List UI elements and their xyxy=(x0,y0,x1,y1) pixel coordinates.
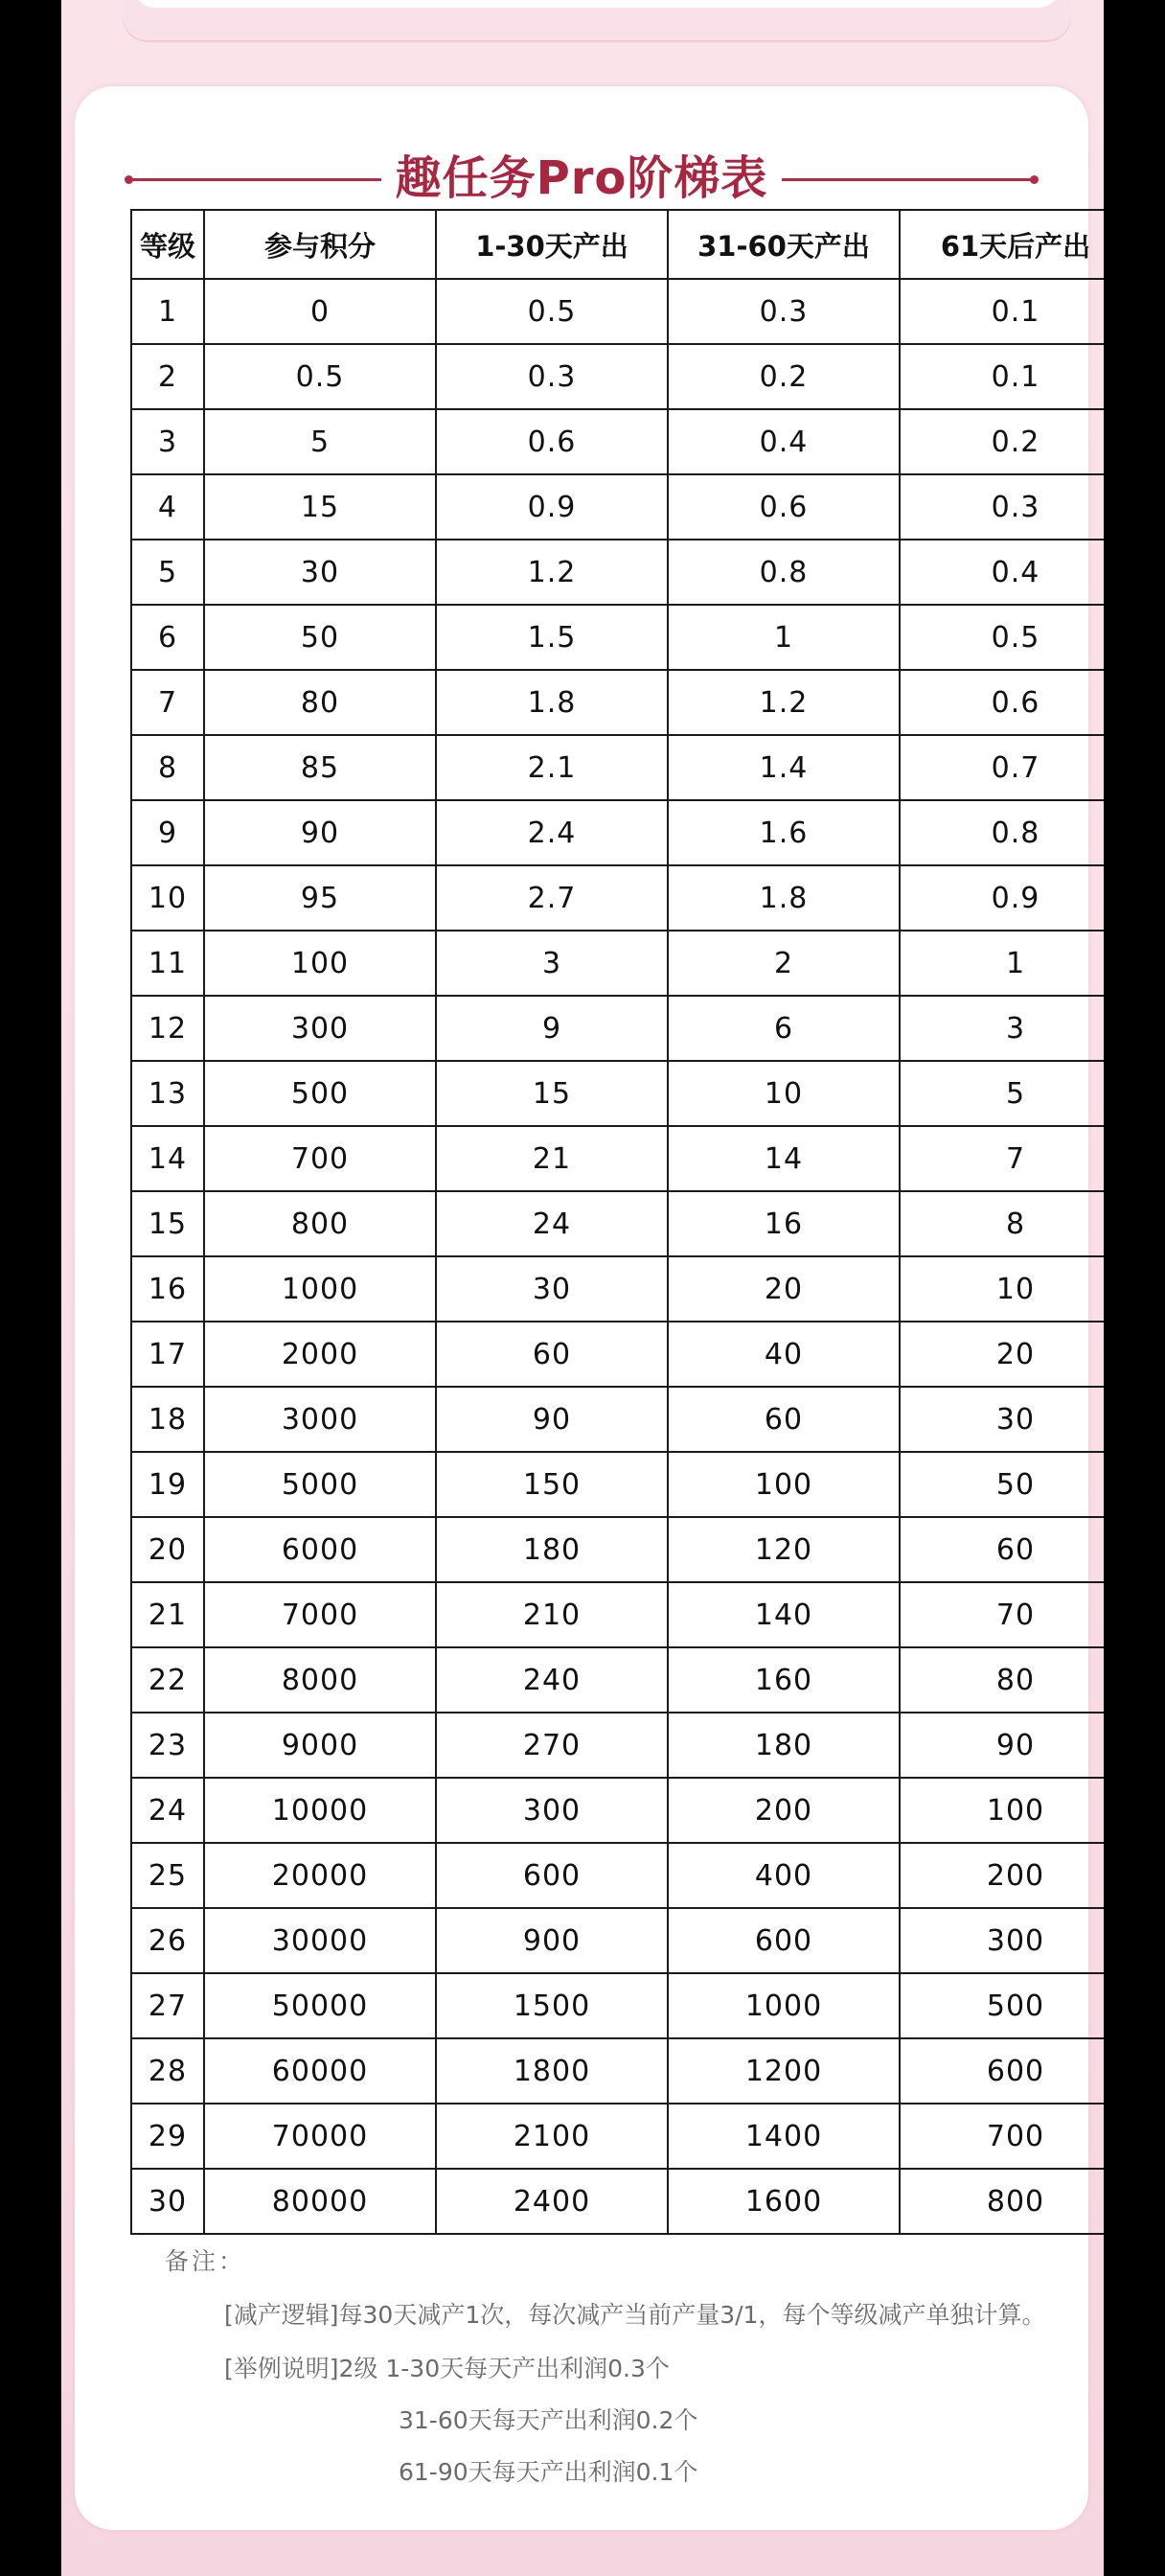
cell-level: 3 xyxy=(131,409,204,474)
cell-output-61-plus: 700 xyxy=(900,2104,1104,2169)
table-row xyxy=(131,1647,1104,1713)
cell-output-61-plus: 0.9 xyxy=(900,865,1104,931)
table-row xyxy=(131,344,1104,409)
cell-output-61-plus: 50 xyxy=(900,1452,1104,1517)
cell-level: 22 xyxy=(131,1647,204,1713)
table-body xyxy=(131,279,1104,2234)
table-row xyxy=(131,800,1104,865)
cell-output-1-30: 2.7 xyxy=(436,865,668,931)
cell-level: 26 xyxy=(131,1908,204,1973)
cell-level: 27 xyxy=(131,1973,204,2038)
cell-output-31-60: 1.4 xyxy=(668,735,900,800)
cell-points: 5 xyxy=(204,409,436,474)
cell-output-61-plus: 600 xyxy=(900,2038,1104,2104)
cell-points: 3000 xyxy=(204,1387,436,1452)
cell-output-1-30: 1500 xyxy=(436,1973,668,2038)
cell-points: 85 xyxy=(204,735,436,800)
table-row xyxy=(131,2038,1104,2104)
table-row xyxy=(131,605,1104,670)
title-ornament-dot-right xyxy=(1030,175,1039,184)
cell-output-31-60: 1 xyxy=(668,605,900,670)
cell-level: 30 xyxy=(131,2169,204,2234)
table-row xyxy=(131,279,1104,344)
cell-output-31-60: 180 xyxy=(668,1713,900,1778)
cell-level: 28 xyxy=(131,2038,204,2104)
column-header-points: 参与积分 xyxy=(204,210,436,279)
cell-output-1-30: 1800 xyxy=(436,2038,668,2104)
cell-output-61-plus: 0.3 xyxy=(900,474,1104,540)
cell-output-1-30: 90 xyxy=(436,1387,668,1452)
cell-output-31-60: 0.4 xyxy=(668,409,900,474)
table-row xyxy=(131,996,1104,1061)
notes-label: 备注： xyxy=(165,2247,246,2275)
cell-output-31-60: 120 xyxy=(668,1517,900,1582)
table-row xyxy=(131,670,1104,735)
cell-output-31-60: 0.2 xyxy=(668,344,900,409)
cell-output-31-60: 60 xyxy=(668,1387,900,1452)
table-row xyxy=(131,1256,1104,1322)
cell-output-31-60: 16 xyxy=(668,1191,900,1256)
table-row xyxy=(131,1973,1104,2038)
cell-output-31-60: 1.8 xyxy=(668,865,900,931)
cell-output-61-plus: 90 xyxy=(900,1713,1104,1778)
cell-level: 5 xyxy=(131,540,204,605)
cell-level: 24 xyxy=(131,1778,204,1843)
cell-points: 70000 xyxy=(204,2104,436,2169)
cell-points: 100 xyxy=(204,931,436,996)
cell-level: 6 xyxy=(131,605,204,670)
cell-level: 11 xyxy=(131,931,204,996)
cell-output-61-plus: 60 xyxy=(900,1517,1104,1582)
cell-output-1-30: 15 xyxy=(436,1061,668,1126)
cell-output-61-plus: 80 xyxy=(900,1647,1104,1713)
cell-points: 30000 xyxy=(204,1908,436,1973)
cell-output-1-30: 180 xyxy=(436,1517,668,1582)
cell-output-1-30: 0.6 xyxy=(436,409,668,474)
table-row xyxy=(131,409,1104,474)
cell-output-31-60: 1400 xyxy=(668,2104,900,2169)
cell-points: 6000 xyxy=(204,1517,436,1582)
cell-level: 15 xyxy=(131,1191,204,1256)
cell-output-1-30: 600 xyxy=(436,1843,668,1908)
cell-output-1-30: 30 xyxy=(436,1256,668,1322)
cell-output-1-30: 2.4 xyxy=(436,800,668,865)
column-header-output-1-30: 1-30天产出 xyxy=(436,210,668,279)
cell-points: 800 xyxy=(204,1191,436,1256)
cell-output-1-30: 1.5 xyxy=(436,605,668,670)
cell-output-61-plus: 5 xyxy=(900,1061,1104,1126)
cell-level: 4 xyxy=(131,474,204,540)
cell-output-61-plus: 0.7 xyxy=(900,735,1104,800)
cell-level: 19 xyxy=(131,1452,204,1517)
cell-points: 1000 xyxy=(204,1256,436,1322)
cell-output-31-60: 1600 xyxy=(668,2169,900,2234)
cell-level: 9 xyxy=(131,800,204,865)
cell-output-31-60: 10 xyxy=(668,1061,900,1126)
column-header-output-31-60: 31-60天产出 xyxy=(668,210,900,279)
cell-output-61-plus: 20 xyxy=(900,1322,1104,1387)
cell-output-61-plus: 800 xyxy=(900,2169,1104,2234)
cell-points: 60000 xyxy=(204,2038,436,2104)
table-row xyxy=(131,931,1104,996)
cell-output-1-30: 270 xyxy=(436,1713,668,1778)
cell-output-61-plus: 10 xyxy=(900,1256,1104,1322)
note-example: [举例说明]2级 1-30天每天产出利润0.3个 xyxy=(224,2355,670,2382)
cell-points: 10000 xyxy=(204,1778,436,1843)
cell-level: 23 xyxy=(131,1713,204,1778)
table-row xyxy=(131,1452,1104,1517)
cell-output-61-plus: 7 xyxy=(900,1126,1104,1191)
cell-output-1-30: 0.9 xyxy=(436,474,668,540)
cell-output-31-60: 600 xyxy=(668,1908,900,1973)
cell-level: 10 xyxy=(131,865,204,931)
cell-output-1-30: 900 xyxy=(436,1908,668,1973)
cell-output-31-60: 160 xyxy=(668,1647,900,1713)
cell-output-31-60: 0.3 xyxy=(668,279,900,344)
cell-output-1-30: 3 xyxy=(436,931,668,996)
table-row xyxy=(131,1582,1104,1647)
column-header-level: 等级 xyxy=(131,210,204,279)
cell-output-1-30: 60 xyxy=(436,1322,668,1387)
cell-points: 500 xyxy=(204,1061,436,1126)
cell-output-1-30: 2400 xyxy=(436,2169,668,2234)
table-row xyxy=(131,2169,1104,2234)
cell-output-1-30: 1.2 xyxy=(436,540,668,605)
cell-level: 2 xyxy=(131,344,204,409)
cell-points: 95 xyxy=(204,865,436,931)
cell-output-31-60: 6 xyxy=(668,996,900,1061)
cell-output-31-60: 400 xyxy=(668,1843,900,1908)
cell-output-31-60: 1.6 xyxy=(668,800,900,865)
cell-output-31-60: 2 xyxy=(668,931,900,996)
cell-output-1-30: 2.1 xyxy=(436,735,668,800)
cell-output-31-60: 1.2 xyxy=(668,670,900,735)
table-row xyxy=(131,474,1104,540)
cell-output-61-plus: 0.1 xyxy=(900,279,1104,344)
cell-points: 30 xyxy=(204,540,436,605)
cell-output-61-plus: 3 xyxy=(900,996,1104,1061)
cell-level: 20 xyxy=(131,1517,204,1582)
cell-points: 90 xyxy=(204,800,436,865)
cell-output-31-60: 200 xyxy=(668,1778,900,1843)
table-row xyxy=(131,1517,1104,1582)
cell-output-61-plus: 0.8 xyxy=(900,800,1104,865)
cell-level: 7 xyxy=(131,670,204,735)
cell-level: 16 xyxy=(131,1256,204,1322)
cell-output-31-60: 20 xyxy=(668,1256,900,1322)
cell-points: 700 xyxy=(204,1126,436,1191)
cell-points: 2000 xyxy=(204,1322,436,1387)
cell-output-1-30: 0.3 xyxy=(436,344,668,409)
cell-output-1-30: 240 xyxy=(436,1647,668,1713)
table-row xyxy=(131,735,1104,800)
table-header-row xyxy=(131,210,1104,279)
cell-points: 7000 xyxy=(204,1582,436,1647)
cell-level: 17 xyxy=(131,1322,204,1387)
cell-output-61-plus: 1 xyxy=(900,931,1104,996)
cell-output-1-30: 21 xyxy=(436,1126,668,1191)
cell-output-61-plus: 300 xyxy=(900,1908,1104,1973)
cell-output-1-30: 150 xyxy=(436,1452,668,1517)
cell-output-31-60: 40 xyxy=(668,1322,900,1387)
cell-level: 13 xyxy=(131,1061,204,1126)
cell-output-61-plus: 0.2 xyxy=(900,409,1104,474)
title-ornament-line-left xyxy=(130,178,381,181)
cell-level: 8 xyxy=(131,735,204,800)
table-row xyxy=(131,1126,1104,1191)
cell-output-61-plus: 0.4 xyxy=(900,540,1104,605)
cell-output-61-plus: 500 xyxy=(900,1973,1104,2038)
cell-level: 12 xyxy=(131,996,204,1061)
cell-output-31-60: 0.8 xyxy=(668,540,900,605)
cell-output-1-30: 2100 xyxy=(436,2104,668,2169)
page-background xyxy=(61,0,1104,2576)
note-reduction-logic: [减产逻辑]每30天减产1次，每次减产当前产量3/1，每个等级减产单独计算。 xyxy=(224,2301,1046,2329)
cell-output-1-30: 210 xyxy=(436,1582,668,1647)
page-title: 趣任务Pro阶梯表 xyxy=(395,151,768,205)
cell-level: 21 xyxy=(131,1582,204,1647)
cell-output-31-60: 14 xyxy=(668,1126,900,1191)
cell-output-1-30: 1.8 xyxy=(436,670,668,735)
cell-output-31-60: 100 xyxy=(668,1452,900,1517)
cell-points: 50 xyxy=(204,605,436,670)
cell-points: 300 xyxy=(204,996,436,1061)
table-row xyxy=(131,1778,1104,1843)
cell-output-61-plus: 8 xyxy=(900,1191,1104,1256)
cell-points: 8000 xyxy=(204,1647,436,1713)
cell-level: 18 xyxy=(131,1387,204,1452)
cell-output-31-60: 1000 xyxy=(668,1973,900,2038)
cell-output-1-30: 300 xyxy=(436,1778,668,1843)
previous-card-inner xyxy=(134,0,1060,8)
cell-points: 80 xyxy=(204,670,436,735)
column-header-output-61-plus: 61天后产出 xyxy=(900,210,1104,279)
cell-level: 29 xyxy=(131,2104,204,2169)
cell-output-61-plus: 70 xyxy=(900,1582,1104,1647)
cell-output-1-30: 9 xyxy=(436,996,668,1061)
cell-output-1-30: 24 xyxy=(436,1191,668,1256)
table-row xyxy=(131,1387,1104,1452)
cell-output-61-plus: 200 xyxy=(900,1843,1104,1908)
cell-output-61-plus: 0.1 xyxy=(900,344,1104,409)
cell-output-61-plus: 0.5 xyxy=(900,605,1104,670)
cell-output-31-60: 0.6 xyxy=(668,474,900,540)
cell-level: 1 xyxy=(131,279,204,344)
cell-points: 20000 xyxy=(204,1843,436,1908)
cell-output-1-30: 0.5 xyxy=(436,279,668,344)
cell-points: 9000 xyxy=(204,1713,436,1778)
title-row xyxy=(75,121,1088,205)
cell-output-31-60: 140 xyxy=(668,1582,900,1647)
cell-output-61-plus: 0.6 xyxy=(900,670,1104,735)
cell-output-31-60: 1200 xyxy=(668,2038,900,2104)
cell-points: 80000 xyxy=(204,2169,436,2234)
table-row xyxy=(131,1322,1104,1387)
table-row xyxy=(131,540,1104,605)
table-row xyxy=(131,1908,1104,1973)
ladder-table xyxy=(130,209,1104,2235)
note-example-61-90: 61-90天每天产出利润0.1个 xyxy=(399,2458,698,2486)
table-row xyxy=(131,1191,1104,1256)
cell-output-61-plus: 100 xyxy=(900,1778,1104,1843)
table-row xyxy=(131,865,1104,931)
cell-points: 15 xyxy=(204,474,436,540)
title-ornament-line-right xyxy=(782,178,1033,181)
cell-level: 25 xyxy=(131,1843,204,1908)
cell-output-61-plus: 30 xyxy=(900,1387,1104,1452)
cell-points: 50000 xyxy=(204,1973,436,2038)
cell-points: 5000 xyxy=(204,1452,436,1517)
cell-points: 0.5 xyxy=(204,344,436,409)
table-row xyxy=(131,1843,1104,1908)
cell-level: 14 xyxy=(131,1126,204,1191)
cell-points: 0 xyxy=(204,279,436,344)
table-row xyxy=(131,2104,1104,2169)
table-row xyxy=(131,1713,1104,1778)
note-example-31-60: 31-60天每天产出利润0.2个 xyxy=(399,2406,698,2434)
table-row xyxy=(131,1061,1104,1126)
